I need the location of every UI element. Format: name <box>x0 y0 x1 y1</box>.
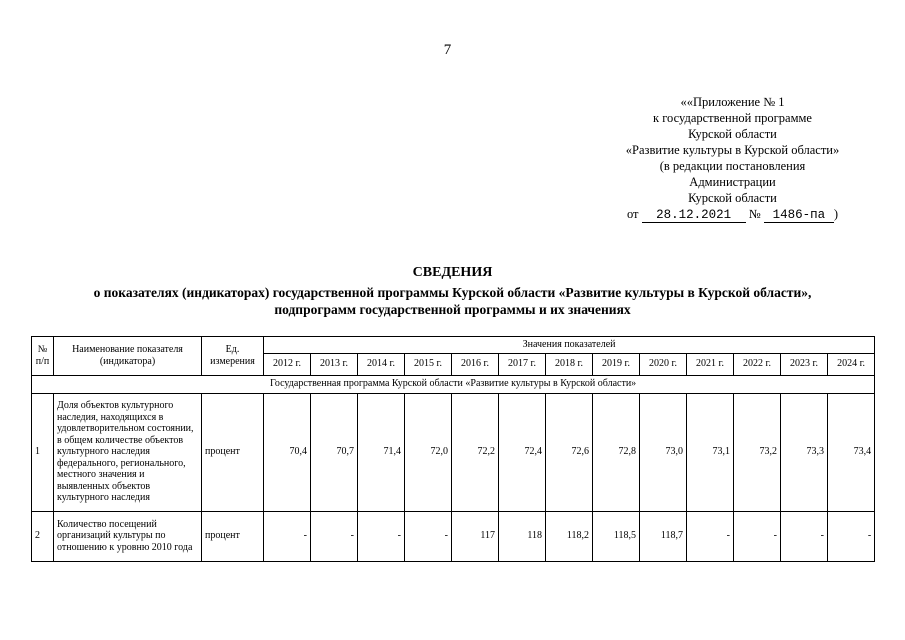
row-value: - <box>828 511 875 561</box>
table-row <box>32 511 875 561</box>
header-year: 2019 г. <box>593 353 640 375</box>
section-title-row: Государственная программа Курской области «Развитие культуры в Курской области» <box>32 375 875 393</box>
row-value: 72,2 <box>452 393 499 511</box>
row-value: - <box>358 511 405 561</box>
row-unit: процент <box>202 511 264 561</box>
row-value: 72,8 <box>593 393 640 511</box>
row-value: 71,4 <box>358 393 405 511</box>
header-year: 2024 г. <box>828 353 875 375</box>
appendix-line: ««Приложение № 1 <box>680 95 785 109</box>
resolution-reference <box>560 206 905 223</box>
appendix-block <box>560 94 905 223</box>
row-value: - <box>311 511 358 561</box>
header-year: 2021 г. <box>687 353 734 375</box>
appendix-line: (в редакции постановления <box>659 159 806 173</box>
document-subtitle: о показателях (индикаторах) государственной программы Курской области «Развитие культуры в Курской области», подпрограмм государственной программы и их значениях <box>93 285 812 317</box>
row-value: - <box>405 511 452 561</box>
header-year: 2013 г. <box>311 353 358 375</box>
header-unit: Ед. измерения <box>202 337 264 376</box>
row-name: Количество посещений организаций культуры по отношению к уровню 2010 года <box>54 511 202 561</box>
row-value: 73,4 <box>828 393 875 511</box>
date-prefix: от <box>626 207 639 221</box>
header-year: 2023 г. <box>781 353 828 375</box>
header-num: № п/п <box>32 337 54 376</box>
table-row <box>32 393 875 511</box>
row-value: 70,4 <box>264 393 311 511</box>
header-year: 2015 г. <box>405 353 452 375</box>
row-value: 72,0 <box>405 393 452 511</box>
row-value: - <box>734 511 781 561</box>
row-unit: процент <box>202 393 264 511</box>
closing-bracket: ) <box>833 207 839 221</box>
number-prefix: № <box>748 207 761 221</box>
indicators-table <box>31 336 875 562</box>
row-value: - <box>264 511 311 561</box>
row-value: - <box>781 511 828 561</box>
row-value: 118,5 <box>593 511 640 561</box>
appendix-line: к государственной программе <box>653 111 812 125</box>
header-year: 2017 г. <box>499 353 546 375</box>
appendix-line: «Развитие культуры в Курской области» <box>625 143 840 157</box>
appendix-line: Администрации <box>689 175 776 189</box>
row-value: 72,6 <box>546 393 593 511</box>
resolution-number: 1486-па <box>764 208 834 223</box>
header-year: 2012 г. <box>264 353 311 375</box>
row-value: 117 <box>452 511 499 561</box>
resolution-date: 28.12.2021 <box>642 208 746 223</box>
header-name: Наименование показателя (индикатора) <box>54 337 202 376</box>
row-value: 118,2 <box>546 511 593 561</box>
row-value: 70,7 <box>311 393 358 511</box>
row-value: 73,2 <box>734 393 781 511</box>
row-value: - <box>687 511 734 561</box>
row-value: 73,0 <box>640 393 687 511</box>
row-value: 118 <box>499 511 546 561</box>
appendix-line: Курской области <box>688 127 777 141</box>
row-num: 2 <box>32 511 54 561</box>
page-number: 7 <box>443 42 452 58</box>
header-year: 2016 г. <box>452 353 499 375</box>
row-value: 73,1 <box>687 393 734 511</box>
row-value: 72,4 <box>499 393 546 511</box>
row-value: 73,3 <box>781 393 828 511</box>
header-year: 2022 г. <box>734 353 781 375</box>
header-year: 2014 г. <box>358 353 405 375</box>
header-year: 2018 г. <box>546 353 593 375</box>
row-name: Доля объектов культурного наследия, находящихся в удовлетворительном состоянии, в общем количестве объектов культурного наследия федерального, регионального, местного значения и выявленных объектов культурного наследия <box>54 393 202 511</box>
appendix-line: Курской области <box>688 191 777 205</box>
header-values-group: Значения показателей <box>264 337 875 354</box>
row-value: 118,7 <box>640 511 687 561</box>
header-year: 2020 г. <box>640 353 687 375</box>
document-title: СВЕДЕНИЯ <box>412 265 493 280</box>
row-num: 1 <box>32 393 54 511</box>
